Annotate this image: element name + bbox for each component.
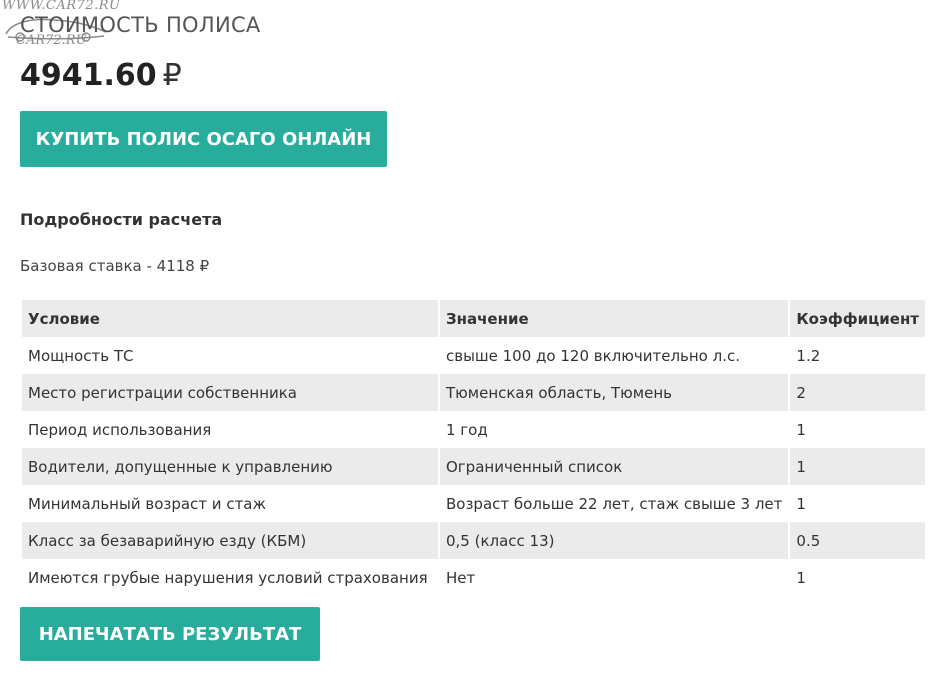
cell-value: свыше 100 до 120 включительно л.с. — [440, 337, 788, 374]
cell-value: Возраст больше 22 лет, стаж свыше 3 лет — [440, 485, 788, 522]
print-result-button[interactable]: НАПЕЧАТАТЬ РЕЗУЛЬТАТ — [20, 607, 320, 661]
cell-coefficient: 1 — [790, 485, 925, 522]
policy-price — [20, 58, 182, 93]
table-row — [22, 559, 925, 596]
table-row — [22, 448, 925, 485]
page-title: СТОИМОСТЬ ПОЛИСА — [20, 13, 261, 37]
cell-condition: Имеются грубые нарушения условий страхования — [22, 559, 438, 596]
cell-value: 0,5 (класс 13) — [440, 522, 788, 559]
table-row — [22, 374, 925, 411]
cell-coefficient: 0.5 — [790, 522, 925, 559]
cell-condition: Мощность ТС — [22, 337, 438, 374]
base-rate: Базовая ставка - 4118 ₽ — [20, 257, 210, 275]
details-title: Подробности расчета — [20, 210, 223, 229]
ruble-icon: ₽ — [162, 58, 182, 93]
table-row — [22, 485, 925, 522]
column-header-value: Значение — [440, 300, 788, 337]
cell-condition: Место регистрации собственника — [22, 374, 438, 411]
cell-coefficient: 1 — [790, 411, 925, 448]
table-header-row — [22, 300, 925, 337]
cell-coefficient: 1.2 — [790, 337, 925, 374]
cell-condition: Минимальный возраст и стаж — [22, 485, 438, 522]
price-value: 4941.60 — [20, 58, 157, 93]
buy-policy-button[interactable]: КУПИТЬ ПОЛИС ОСАГО ОНЛАЙН — [20, 111, 387, 167]
table-row — [22, 522, 925, 559]
cell-condition: Класс за безаварийную езду (КБМ) — [22, 522, 438, 559]
cell-condition: Водители, допущенные к управлению — [22, 448, 438, 485]
column-header-coefficient: Коэффициент — [790, 300, 925, 337]
cell-condition: Период использования — [22, 411, 438, 448]
cell-value: 1 год — [440, 411, 788, 448]
watermark-text: WWW.CAR72.RU — [2, 0, 121, 13]
cell-coefficient: 1 — [790, 448, 925, 485]
cell-value: Тюменская область, Тюмень — [440, 374, 788, 411]
cell-coefficient: 2 — [790, 374, 925, 411]
cell-value: Ограниченный список — [440, 448, 788, 485]
cell-value: Нет — [440, 559, 788, 596]
calculation-table — [20, 300, 927, 596]
table-row — [22, 411, 925, 448]
table-row — [22, 337, 925, 374]
watermark-subtext: CAR72.RU — [16, 33, 87, 48]
column-header-condition: Условие — [22, 300, 438, 337]
cell-coefficient: 1 — [790, 559, 925, 596]
